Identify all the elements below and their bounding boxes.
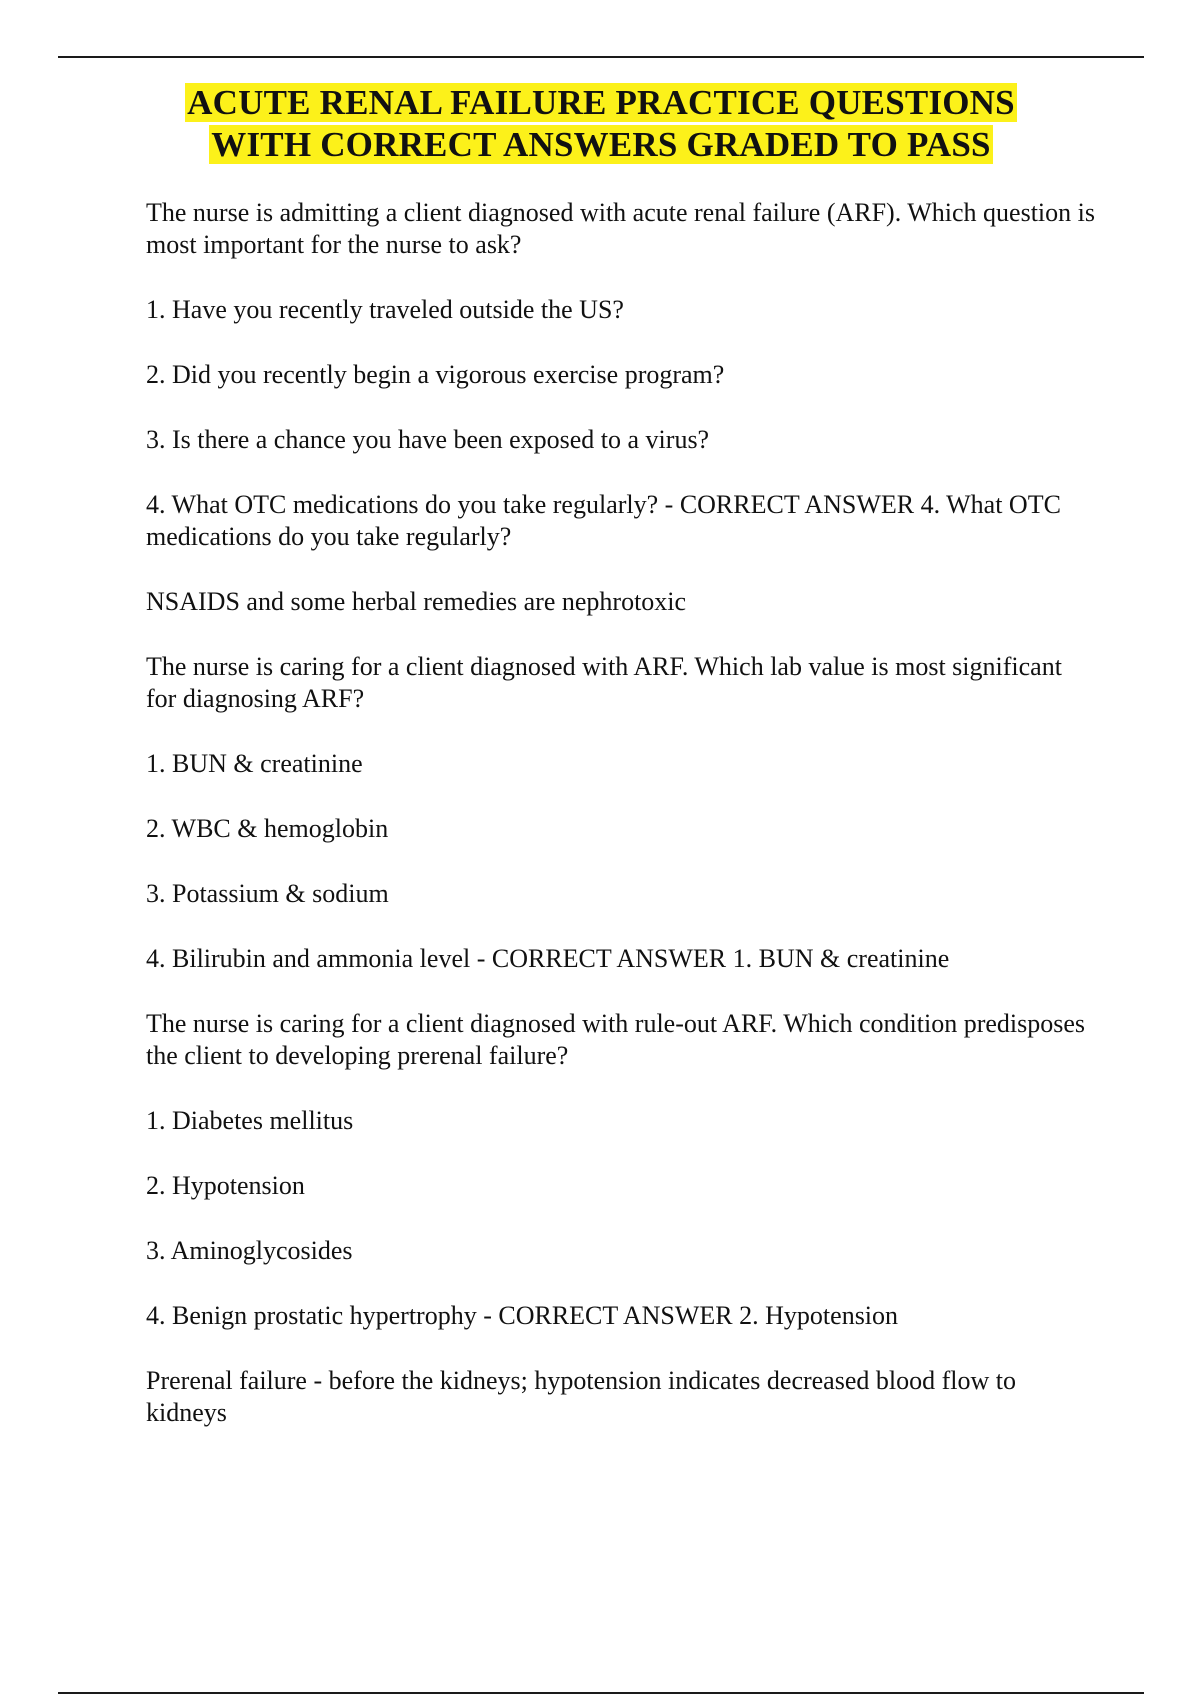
question-1-option-3: 3. Is there a chance you have been exposed to a virus? — [146, 425, 710, 454]
document-title — [58, 82, 1144, 166]
question-1-rationale: NSAIDS and some herbal remedies are nephrotoxic — [146, 587, 687, 616]
question-2-option-4-answer: 4. Bilirubin and ammonia level - CORRECT ANSWER 1. BUN & creatinine — [146, 944, 950, 973]
top-rule — [58, 56, 1144, 58]
question-2-stem: The nurse is caring for a client diagnosed with ARF. Which lab value is most significant for diagnosing ARF? — [146, 652, 1062, 713]
question-3-rationale: Prerenal failure - before the kidneys; hypotension indicates decreased blood flow to kidneys — [146, 1366, 1016, 1427]
question-2-option-2: 2. WBC & hemoglobin — [146, 814, 389, 843]
title-line-2: WITH CORRECT ANSWERS GRADED TO PASS — [211, 125, 991, 164]
question-3-stem: The nurse is caring for a client diagnosed with rule-out ARF. Which condition predisposes the client to developing prerenal failure? — [146, 1009, 1086, 1070]
question-3-option-3: 3. Aminoglycosides — [146, 1236, 353, 1265]
question-3-option-2: 2. Hypotension — [146, 1171, 305, 1200]
question-2-option-1: 1. BUN & creatinine — [146, 749, 363, 778]
document-body — [146, 197, 1096, 1462]
title-line-1: ACUTE RENAL FAILURE PRACTICE QUESTIONS — [187, 83, 1015, 122]
bottom-rule — [58, 1692, 1144, 1694]
question-1-option-2: 2. Did you recently begin a vigorous exercise program? — [146, 360, 725, 389]
question-1-option-4-answer: 4. What OTC medications do you take regularly? - CORRECT ANSWER 4. What OTC medications do you take regularly? — [146, 490, 1061, 551]
question-3-option-4-answer: 4. Benign prostatic hypertrophy - CORRECT ANSWER 2. Hypotension — [146, 1301, 899, 1330]
question-2-option-3: 3. Potassium & sodium — [146, 879, 389, 908]
question-1-option-1: 1. Have you recently traveled outside the US? — [146, 295, 624, 324]
question-1-stem: The nurse is admitting a client diagnosed with acute renal failure (ARF). Which question is most important for the nurse to ask? — [146, 198, 1095, 259]
question-3-option-1: 1. Diabetes mellitus — [146, 1106, 354, 1135]
